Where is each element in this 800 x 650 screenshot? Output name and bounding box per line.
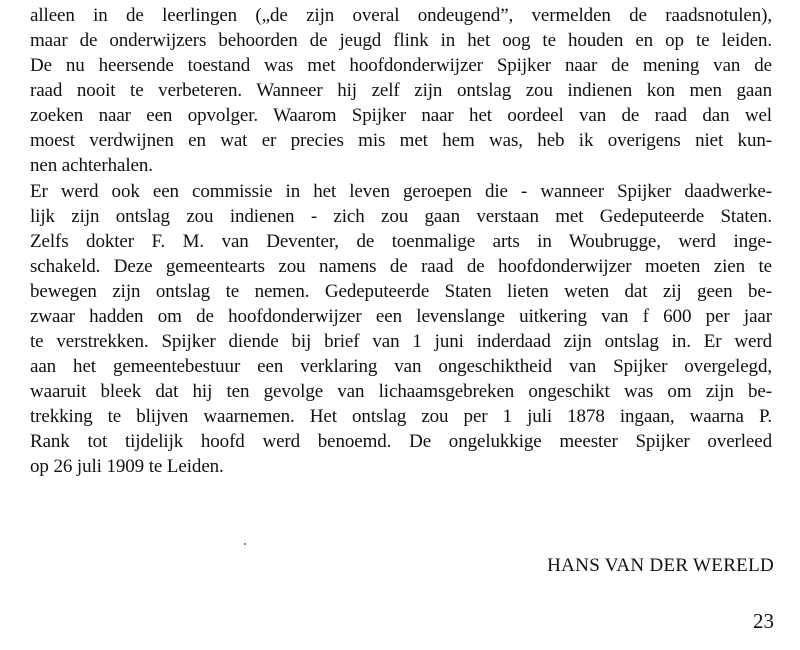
body-line: trekking te blijven waarnemen. Het ontslag zou per 1 juli 1878 ingaan, waarna P. [30, 406, 772, 427]
body-line: bewegen zijn ontslag te nemen. Gedeputeerde Staten lieten weten dat zij geen be- [30, 281, 772, 302]
scan-speck [244, 543, 246, 545]
body-line: waaruit bleek dat hij ten gevolge van lichaamsgebreken ongeschikt was om zijn be- [30, 381, 772, 402]
body-line: De nu heersende toestand was met hoofdonderwijzer Spijker naar de mening van de [30, 55, 772, 76]
body-line: zwaar hadden om de hoofdonderwijzer een levenslange uitkering van f 600 per jaar [30, 306, 772, 327]
author-signature: HANS VAN DER WERELD [547, 555, 774, 576]
page-number: 23 [753, 609, 774, 633]
body-line: nen achterhalen. [30, 155, 153, 176]
body-line: moest verdwijnen en wat er precies mis met hem was, heb ik overigens niet kun- [30, 130, 772, 151]
body-line: aan het gemeentebestuur een verklaring van ongeschiktheid van Spijker overgelegd, [30, 356, 772, 377]
body-line: Er werd ook een commissie in het leven geroepen die - wanneer Spijker daadwerke- [30, 181, 772, 202]
body-line: lijk zijn ontslag zou indienen - zich zou gaan verstaan met Gedeputeerde Staten. [30, 206, 772, 227]
body-line: Rank tot tijdelijk hoofd werd benoemd. De ongelukkige meester Spijker overleed [30, 431, 772, 452]
body-line: op 26 juli 1909 te Leiden. [30, 456, 224, 477]
body-line: te verstrekken. Spijker diende bij brief van 1 juni inderdaad zijn ontslag in. Er werd [30, 331, 772, 352]
body-line: alleen in de leerlingen („de zijn overal ondeugend”, vermelden de raadsnotulen), [30, 5, 772, 26]
body-line: zoeken naar een opvolger. Waarom Spijker naar het oordeel van de raad dan wel [30, 105, 772, 126]
body-line: Zelfs dokter F. M. van Deventer, de toenmalige arts in Woubrugge, werd inge- [30, 231, 772, 252]
body-line: maar de onderwijzers behoorden de jeugd flink in het oog te houden en op te leiden. [30, 30, 772, 51]
body-line: schakeld. Deze gemeentearts zou namens de raad de hoofdonderwijzer moeten zien te [30, 256, 772, 277]
body-line: raad nooit te verbeteren. Wanneer hij zelf zijn ontslag zou indienen kon men gaan [30, 80, 772, 101]
